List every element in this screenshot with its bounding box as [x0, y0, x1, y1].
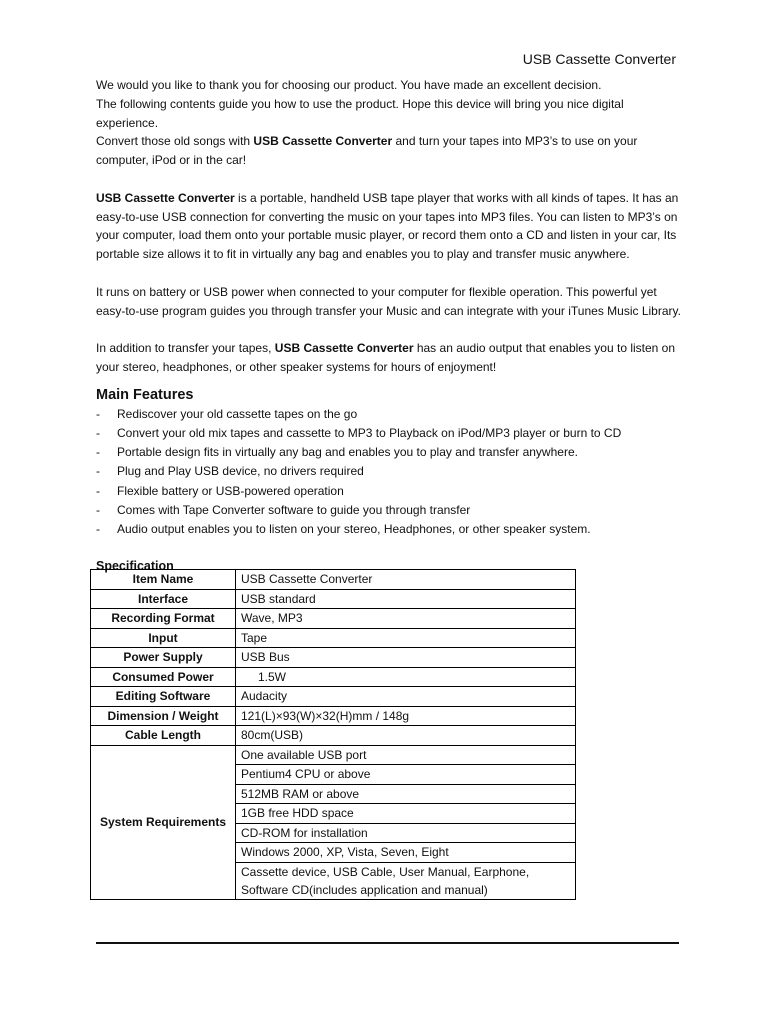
- bullet-dash: -: [96, 502, 100, 517]
- features-heading: Main Features: [96, 386, 194, 403]
- spec-value: USB Cassette Converter: [236, 570, 576, 590]
- spec-row: [91, 687, 576, 707]
- paragraph-audio-output: [96, 339, 686, 377]
- spec-row: [91, 667, 576, 687]
- intro-line-1: We would you like to thank you for choosing our product. You have made an excellent decision.: [96, 78, 602, 92]
- spec-label: Dimension / Weight: [91, 706, 236, 726]
- footer-rule: [96, 942, 679, 944]
- document-body: [96, 76, 686, 575]
- feature-item: [96, 482, 686, 501]
- spec-label: Interface: [91, 589, 236, 609]
- product-name-bold: USB Cassette Converter: [274, 341, 414, 356]
- bullet-dash: -: [96, 445, 100, 460]
- feature-item: [96, 462, 686, 481]
- spec-value: USB Bus: [236, 648, 576, 668]
- product-name-bold: USB Cassette Converter: [253, 134, 393, 149]
- features-list: [96, 405, 686, 539]
- spec-value: Audacity: [236, 687, 576, 707]
- sysreq-row: [91, 745, 576, 765]
- spec-label: Input: [91, 628, 236, 648]
- package-line-1: Cassette device, USB Cable, User Manual, Earphone,: [241, 864, 530, 879]
- sysreq-label: System Requirements: [91, 745, 236, 899]
- feature-item: [96, 501, 686, 520]
- feature-item: [96, 424, 686, 443]
- intro-line-3-post: and turn your tapes into MP3’s to use on your computer, iPod or in the car!: [96, 134, 638, 168]
- paragraph-audio-post: has an audio output that enables you to listen on your stereo, headphones, or other speaker systems for hours of enjoyment!: [96, 341, 676, 374]
- spec-label: Power Supply: [91, 648, 236, 668]
- spec-value: 121(L)×93(W)×32(H)mm / 148g: [236, 706, 576, 726]
- bullet-dash: -: [96, 406, 100, 421]
- feature-text: Rediscover your old cassette tapes on the go: [117, 406, 358, 421]
- spec-value: 1.5W: [236, 667, 576, 687]
- spec-label: Item Name: [91, 570, 236, 590]
- sysreq-value: Pentium4 CPU or above: [236, 765, 576, 785]
- intro-line-3-pre: Convert those old songs with: [96, 134, 254, 149]
- spec-label: Consumed Power: [91, 667, 236, 687]
- sysreq-value: 512MB RAM or above: [236, 784, 576, 804]
- feature-item: [96, 520, 686, 539]
- spec-value: 80cm(USB): [236, 726, 576, 746]
- bullet-dash: -: [96, 425, 100, 440]
- product-name-bold: USB Cassette Converter: [96, 190, 235, 205]
- spec-row: [91, 589, 576, 609]
- sysreq-value: One available USB port: [236, 745, 576, 765]
- spec-value: Tape: [236, 628, 576, 648]
- bullet-dash: -: [96, 464, 100, 479]
- feature-text: Comes with Tape Converter software to guide you through transfer: [117, 502, 471, 517]
- bullet-dash: -: [96, 521, 100, 536]
- spec-row: [91, 726, 576, 746]
- spec-label: Editing Software: [91, 687, 236, 707]
- intro-line-3: [96, 132, 686, 170]
- paragraph-audio-pre: In addition to transfer your tapes,: [96, 341, 275, 356]
- spec-row: [91, 628, 576, 648]
- spec-row: [91, 609, 576, 629]
- feature-item: [96, 405, 686, 424]
- paragraph-description: [96, 189, 686, 264]
- spec-value: Wave, MP3: [236, 609, 576, 629]
- feature-text: Flexible battery or USB-powered operation: [117, 483, 344, 498]
- document-title: USB Cassette Converter: [522, 51, 676, 67]
- spec-value: USB standard: [236, 589, 576, 609]
- intro-line-2: The following contents guide you how to use the product. Hope this device will bring you nice digital experience.: [96, 96, 624, 130]
- sysreq-value: CD-ROM for installation: [236, 823, 576, 843]
- feature-item: [96, 443, 686, 462]
- paragraph-power: It runs on battery or USB power when connected to your computer for flexible operation. This powerful yet easy-to-use program guides you through transfer your Music and can integrate with your iTunes Music Library.: [96, 284, 681, 318]
- package-contents: [236, 862, 576, 899]
- feature-text: Portable design fits in virtually any bag and enables you to play and transfer anywhere.: [117, 445, 578, 460]
- feature-text: Convert your old mix tapes and cassette to MP3 to Playback on iPod/MP3 player or burn to CD: [117, 425, 622, 440]
- sysreq-value: 1GB free HDD space: [236, 804, 576, 824]
- spec-row: [91, 648, 576, 668]
- spec-label: Cable Length: [91, 726, 236, 746]
- spec-heading: Specification: [96, 559, 174, 574]
- feature-text: Plug and Play USB device, no drivers required: [117, 464, 364, 479]
- feature-text: Audio output enables you to listen on your stereo, Headphones, or other speaker system.: [117, 521, 591, 536]
- package-line-2: Software CD(includes application and manual): [241, 882, 488, 897]
- paragraph-description-text: is a portable, handheld USB tape player that works with all kinds of tapes. It has an easy-to-use USB connection for converting the music on your tapes into MP3 files. You can listen to MP3’s on your computer, load them onto your portable music player, or record them onto a CD and listen in your car, Its portable size allows it to fit in virtually any bag and enables you to play and transfer music anywhere.: [96, 190, 679, 262]
- spec-label: Recording Format: [91, 609, 236, 629]
- spec-table: [90, 569, 576, 900]
- spec-row: [91, 706, 576, 726]
- sysreq-value: Windows 2000, XP, Vista, Seven, Eight: [236, 843, 576, 863]
- spec-row: [91, 570, 576, 590]
- bullet-dash: -: [96, 483, 100, 498]
